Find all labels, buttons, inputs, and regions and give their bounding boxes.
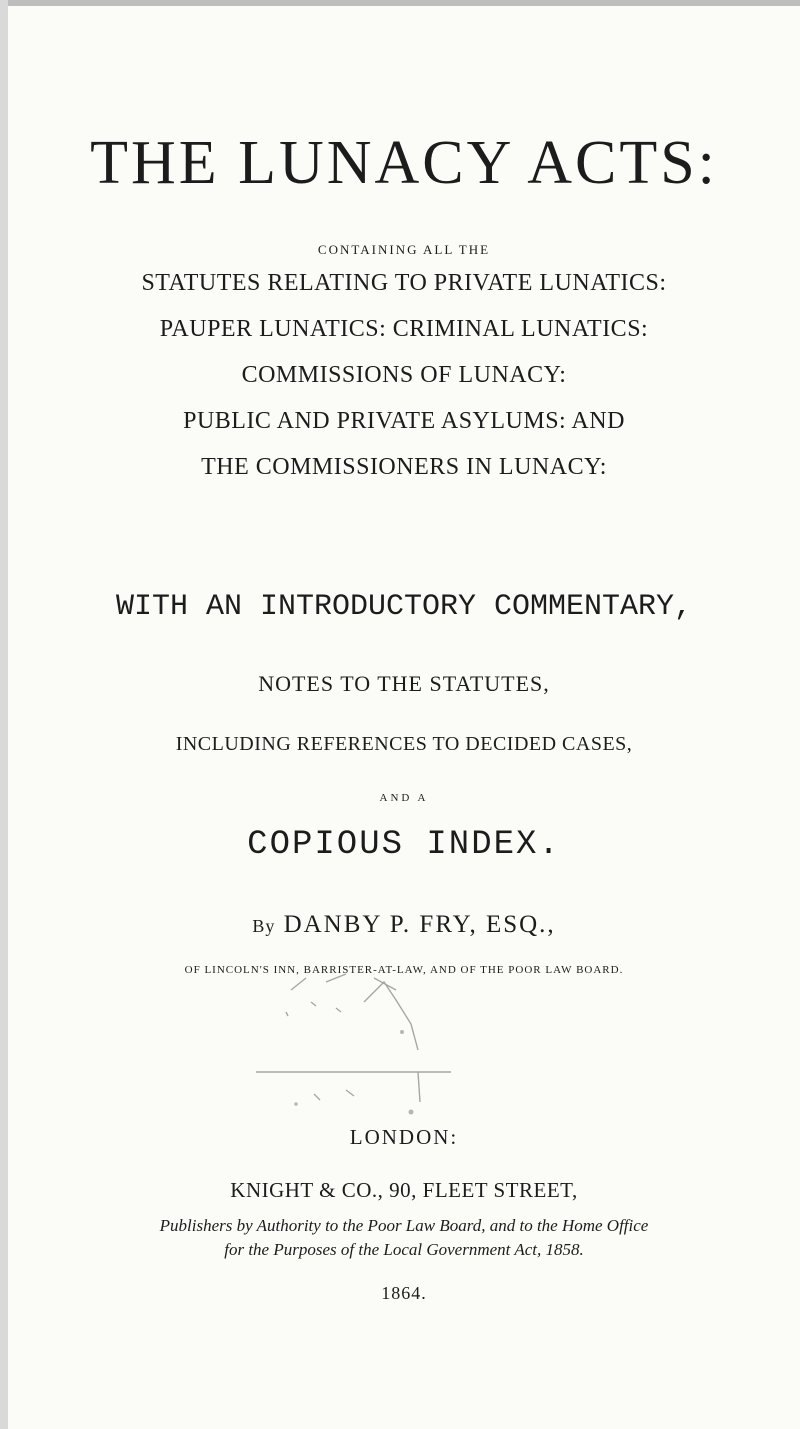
- statute-line-1: STATUTES RELATING TO PRIVATE LUNATICS:: [141, 270, 667, 296]
- statute-line-4: PUBLIC AND PRIVATE ASYLUMS: AND: [183, 408, 625, 434]
- containing-line: CONTAINING ALL THE: [317, 242, 491, 257]
- commentary-line: WITH AN INTRODUCTORY COMMENTARY,: [115, 590, 693, 624]
- page-left-edge: [0, 0, 8, 1429]
- statute-line-2: PAUPER LUNATICS: CRIMINAL LUNATICS:: [159, 316, 649, 342]
- imprint-city: LONDON:: [349, 1125, 459, 1149]
- publisher-line: KNIGHT & CO., 90, FLEET STREET,: [230, 1178, 578, 1202]
- index-line: COPIOUS INDEX.: [247, 826, 561, 864]
- statute-line-5: THE COMMISSIONERS IN LUNACY:: [201, 454, 607, 480]
- author-line: [8, 911, 800, 939]
- library-stamp-mark: [196, 972, 496, 1132]
- imprint-line-1: Publishers by Authority to the Poor Law Board, and to the Home Office: [159, 1216, 649, 1235]
- author-by: By: [252, 916, 276, 936]
- author-name: DANBY P. FRY, ESQ.,: [283, 911, 556, 938]
- book-title: THE LUNACY ACTS:: [90, 129, 718, 197]
- title-page: [8, 6, 800, 1429]
- imprint-line-2: for the Purposes of the Local Government Act, 1858.: [224, 1240, 584, 1259]
- statute-line-3: COMMISSIONS OF LUNACY:: [241, 362, 567, 388]
- including-line: INCLUDING REFERENCES TO DECIDED CASES,: [175, 733, 633, 755]
- notes-line: NOTES TO THE STATUTES,: [258, 671, 550, 696]
- and-a-line: AND A: [379, 792, 429, 804]
- author-affiliation: OF LINCOLN'S INN, BARRISTER-AT-LAW, AND OF THE POOR LAW BOARD.: [184, 964, 624, 976]
- publication-year: 1864.: [381, 1283, 427, 1303]
